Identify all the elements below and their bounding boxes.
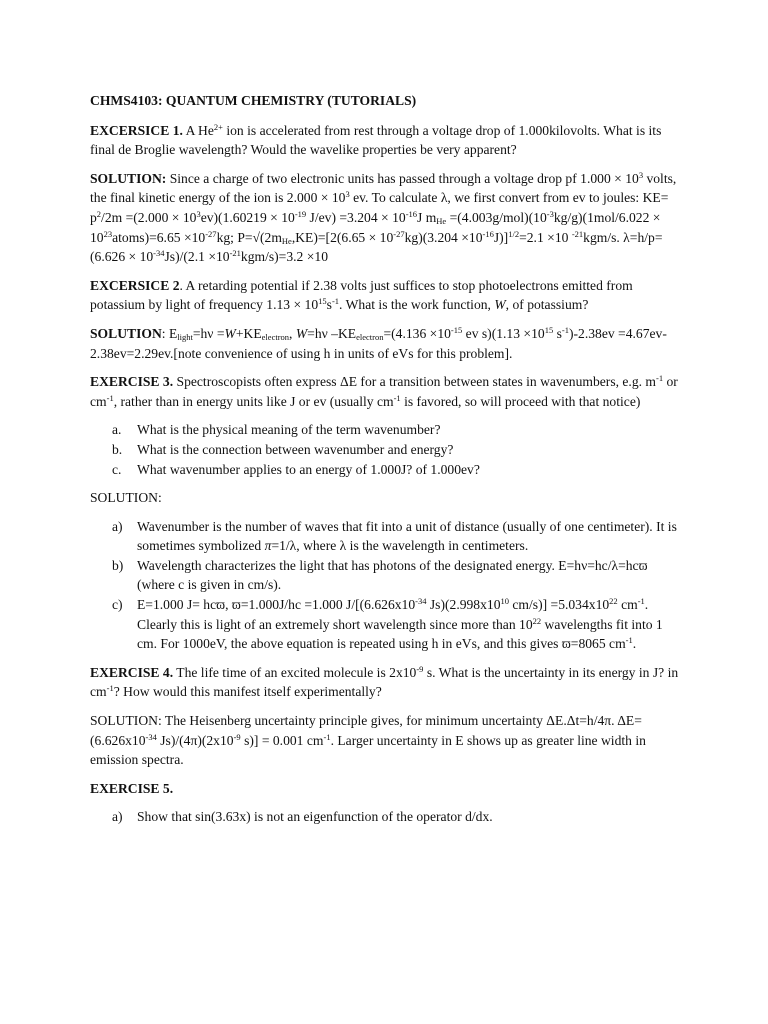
document-title: CHMS4103: QUANTUM CHEMISTRY (TUTORIALS) [90, 93, 417, 108]
solution-2-heading: SOLUTION [90, 325, 162, 341]
exercise-2: EXCERSICE 2. A retarding potential if 2.38 volts just suffices to stop photoelectrons emitted from potassium by light of frequency $1.13 \times 10^{15}s^{-1}$. What is the work function, W, of potassium? [90, 277, 633, 313]
exercise-4-heading: EXERCISE 4. [90, 664, 174, 680]
list-item: a) Wavenumber is the number of waves that fit into a unit of distance (usually of one centimeter). It is sometimes symbolized π=1/λ, where λ is the wavelength in centimeters. [112, 518, 677, 554]
exercise-3-questions [90, 420, 682, 479]
solution-1-heading: SOLUTION: [90, 170, 167, 186]
exercise-1: EXCERSICE 1. A $He^{2+}$ ion is accelerated from rest through a voltage drop of 1.000kilovolts. What is its final de Broglie wavelength? Would the wavelike properties be very apparent? [90, 121, 662, 158]
solution-1: SOLUTION: Since a charge of two electronic units has passed through a voltage drop pf $1.000 \times 10^3$ volts, the final kinetic energy of the ion is $2.000 \times 10^3$ ev. To calculate λ, we first convert from ev to joules: $KE= p^2/2m =(2.000 \times 10^3ev)(1.60219 \times 10^{-19}$ $J/ev) =3.204 \times 10^{-16}J$ $m_{He} =(4.003g/mol)(10^{-3}kg/g)(1mol/6.022$ × $10^{23}atoms)=6.65 \times 10^{-27}kg$; $P=√(2m_{He},KE)=[2(6.65 \times 10^{-27}kg)(3.204 \times 10^{-16}J)]^{1/2}=2.1 \times 10$ $^{-21}$kgm/s. $\lambda=h/p=(6.626 \times 10^{-34}Js)/(2.1 \times 10^{-21}kgm/s)=3.2 \times 10$ [90, 169, 677, 265]
list-item: b) Wavelength characterizes the light that has photons of the designated energy. E=hν=hc/λ=hcϖ (where c is given in cm/s). [112, 557, 648, 593]
solution-3-heading: SOLUTION: [90, 490, 162, 506]
list-item: c. What wavenumber applies to an energy of 1.000J? of 1.000ev? [112, 461, 480, 477]
list-item: c) E=1.000 J= hcϖ, ϖ=1.000J/hc =1.000 $J/[(6.626x10^{-34}$ $Js)(2.998x10^{10}$ $cm/s)] =5.034x10^{22}$ $cm^{-1}$. Clearly this is light of an extremely short wavelength since more than $10^{22}$ wavelengths fit into 1 cm. For 1000eV, the above equation is repeated using h in eVs, and this gives ϖ=8065 $cm^{-1}$. [112, 596, 663, 652]
exercise-4: EXERCISE 4. The life time of an excited molecule is $2x10^{-9}$ s. What is the uncertainty in its energy in J? in $cm^{-1}$? How would this manifest itself experimentally? [90, 663, 679, 700]
list-item: a) Show that sin(3.63x) is not an eigenfunction of the operator d/dx. [112, 809, 493, 825]
exercise-3: EXERCISE 3. Spectroscopists often express ΔE for a transition between states in wavenumbers, e.g. $m^{-1}$ or $cm^{-1}$, rather than in energy units like J or ev (usually $cm^{-1}$ is favored, so will proceed with that notice) [90, 373, 678, 409]
exercise-5 [90, 779, 682, 799]
list-item: a. What is the physical meaning of the term wavenumber? [112, 422, 441, 438]
solution-2: SOLUTION: $E_{light}=h\nu =W+KE_{electron}$, W=hν $-KE_{electron}=(4.136 \times 10^{-15}$ ev $s)(1.13 \times 10^{15}$ $s^{-1})-2.38ev$ =4.67ev-2.38ev=2.29ev.[note convenience of using h in units of eVs for this problem]. [90, 324, 667, 361]
exercise-1-heading: EXCERSICE 1. [90, 122, 183, 138]
solution-3-answers [90, 517, 682, 654]
exercise-5-heading: EXERCISE 5. [90, 780, 174, 796]
exercise-5-questions [90, 807, 682, 827]
exercise-3-heading: EXERCISE 3. [90, 374, 174, 390]
solution-4: SOLUTION: The Heisenberg uncertainty principle gives, for minimum uncertainty ΔE.Δt=h/4π. $\Delta E=(6.626x10^{-34}$ $Js)/(4\pi)(2x10^{-9}$ s)] = 0.001 $cm^{-1}$. Larger uncertainty in E shows up as greater line width in emission spectra. [90, 713, 646, 768]
exercise-2-heading: EXCERSICE 2 [90, 277, 180, 293]
document-body [90, 91, 682, 836]
list-item: b. What is the connection between wavenumber and energy? [112, 441, 454, 457]
